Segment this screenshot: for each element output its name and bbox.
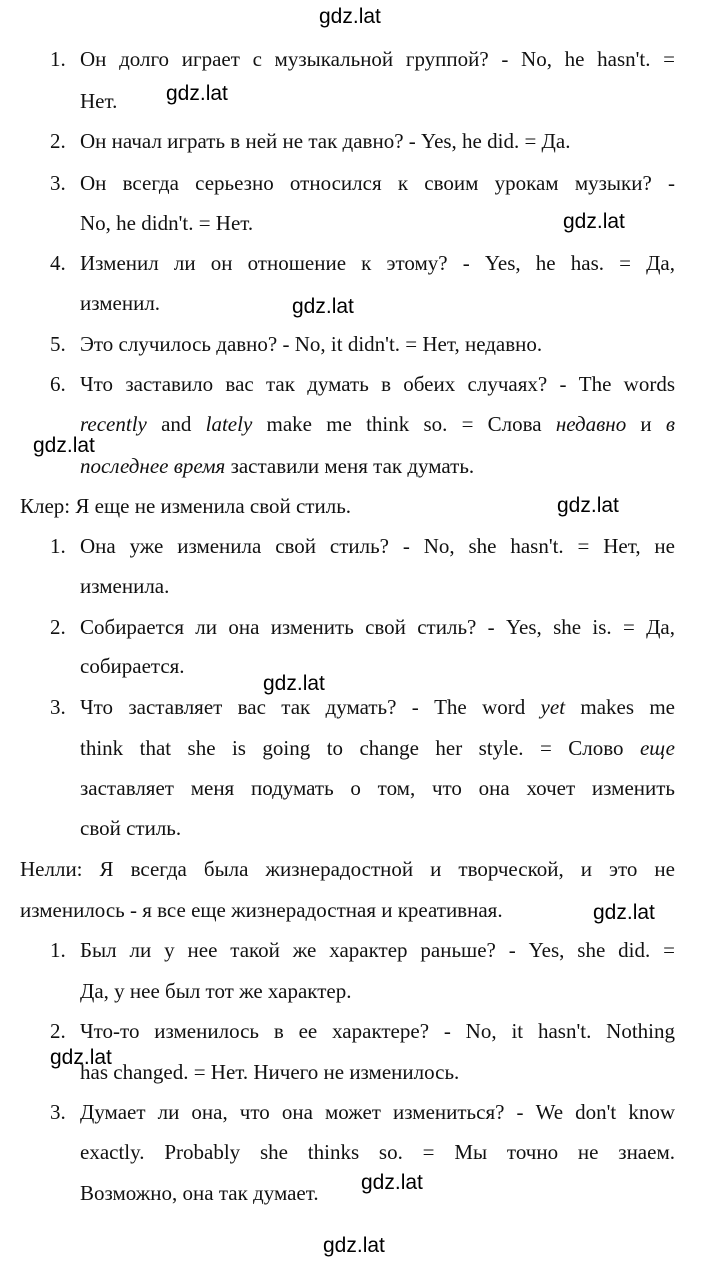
item-text: Да, у нее был тот же характер. xyxy=(80,979,352,1003)
item-text: Собирается ли она изменить свой стиль? - Yes, she is. = Да, xyxy=(80,615,675,639)
item-text: No, he didn't. = Нет. xyxy=(80,211,254,235)
item-number: 3. xyxy=(50,171,66,195)
text-span: makes me xyxy=(565,695,675,719)
item-number: 2. xyxy=(50,1019,66,1043)
item-text: изменила. xyxy=(80,574,170,598)
item-text: Изменил ли он отношение к этому? - Yes, he has. = Да, xyxy=(80,251,675,275)
watermark: gdz.lat xyxy=(263,672,325,695)
text-span: Что заставляет вас так думать? - The word xyxy=(80,695,541,719)
text-span: заставили меня так думать. xyxy=(225,454,475,478)
item-number: 6. xyxy=(50,372,66,396)
text-span: think that she is going to change her style. = Слово xyxy=(80,736,640,760)
item-number: 3. xyxy=(50,695,66,719)
italic-word: недавно xyxy=(555,412,627,436)
item-text xyxy=(80,735,675,761)
italic-word: еще xyxy=(639,736,675,760)
italic-word: lately xyxy=(205,412,253,436)
text-span: and xyxy=(146,412,206,436)
item-text: Он долго играет с музыкальной группой? - No, he hasn't. = xyxy=(80,47,675,71)
item-text: Он начал играть в ней не так давно? - Yes, he did. = Да. xyxy=(80,129,571,153)
item-text: заставляет меня подумать о том, что она хочет изменить xyxy=(80,776,675,800)
nelly-header: изменилось - я все еще жизнерадостная и креативная. xyxy=(20,898,503,922)
item-text: свой стиль. xyxy=(80,816,182,840)
watermark: gdz.lat xyxy=(292,295,354,318)
claire-header: Клер: Я еще не изменила свой стиль. xyxy=(20,494,352,518)
item-text: has changed. = Нет. Ничего не изменилось. xyxy=(80,1060,460,1084)
item-text xyxy=(80,453,474,479)
watermark: gdz.lat xyxy=(50,1046,112,1069)
item-number: 1. xyxy=(50,938,66,962)
item-text: собирается. xyxy=(80,654,185,678)
item-text: Что заставило вас так думать в обеих случаях? - The words xyxy=(80,372,675,396)
item-number: 2. xyxy=(50,615,66,639)
watermark: gdz.lat xyxy=(563,210,625,233)
item-number: 1. xyxy=(50,47,66,71)
item-text xyxy=(80,411,675,437)
item-text: Был ли у нее такой же характер раньше? - Yes, she did. = xyxy=(80,938,675,962)
item-text: Он всегда серьезно относился к своим урокам музыки? - xyxy=(80,171,675,195)
item-text: Она уже изменила свой стиль? - No, she hasn't. = Нет, не xyxy=(80,534,675,558)
item-text: Это случилось давно? - No, it didn't. = Нет, недавно. xyxy=(80,332,543,356)
item-text: изменил. xyxy=(80,291,161,315)
text-span: make me think so. = Слова xyxy=(252,412,556,436)
watermark: gdz.lat xyxy=(166,82,228,105)
watermark: gdz.lat xyxy=(593,901,655,924)
item-number: 5. xyxy=(50,332,66,356)
item-text: exactly. Probably she thinks so. = Мы точно не знаем. xyxy=(80,1140,675,1164)
watermark-bottom: gdz.lat xyxy=(323,1234,385,1257)
watermark-top: gdz.lat xyxy=(319,5,381,28)
item-number: 1. xyxy=(50,534,66,558)
italic-word: recently xyxy=(80,412,147,436)
item-number: 2. xyxy=(50,129,66,153)
nelly-header: Нелли: Я всегда была жизнерадостной и творческой, и это не xyxy=(20,857,675,881)
item-text: Возможно, она так думает. xyxy=(80,1181,319,1205)
text-span: и xyxy=(626,412,666,436)
italic-word: yet xyxy=(540,695,566,719)
italic-word: в xyxy=(665,412,676,436)
item-number: 3. xyxy=(50,1100,66,1124)
item-text: Нет. xyxy=(80,89,118,113)
item-text: Думает ли она, что она может измениться? - We don't know xyxy=(80,1100,675,1124)
item-text: Что-то изменилось в ее характере? - No, it hasn't. Nothing xyxy=(80,1019,675,1043)
item-number: 4. xyxy=(50,251,66,275)
item-text xyxy=(80,694,675,720)
watermark: gdz.lat xyxy=(557,494,619,517)
watermark: gdz.lat xyxy=(361,1171,423,1194)
watermark: gdz.lat xyxy=(33,434,95,457)
italic-phrase: последнее время xyxy=(80,454,226,478)
